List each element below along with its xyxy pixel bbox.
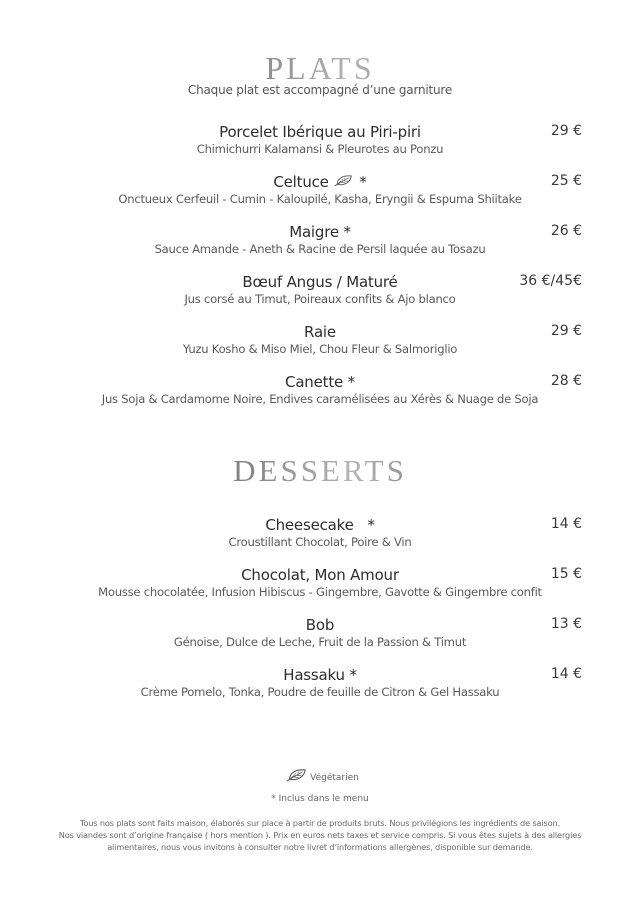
item-price: 13 € [550, 616, 582, 632]
item-price: 25 € [550, 173, 582, 189]
item-description: Crème Pomelo, Tonka, Poudre de feuille de Citron & Gel Hassaku [140, 685, 500, 699]
item-name: Bœuf Angus / Maturé [242, 273, 398, 291]
section-subtitle-plats: Chaque plat est accompagné d’une garniture [187, 83, 453, 97]
item-description: Mousse chocolatée, Infusion Hibiscus - Gingembre, Gavotte & Gingembre confit [98, 585, 542, 599]
item-description: Sauce Amande - Aneth & Racine de Persil laquée au Tosazu [154, 242, 486, 256]
section-title-plats: PLATS [0, 52, 640, 84]
included-asterisk: * [343, 223, 351, 241]
item-name: Canette [285, 373, 344, 391]
item-price: 28 € [550, 373, 582, 389]
item-price: 26 € [550, 223, 582, 239]
included-asterisk: * [359, 173, 367, 191]
item-price: 14 € [550, 666, 582, 682]
item-name: Hassaku [283, 666, 345, 684]
item-name: Porcelet Ibérique au Piri-piri [219, 123, 421, 141]
item-name: Chocolat, Mon Amour [241, 566, 399, 584]
included-asterisk: * [349, 666, 357, 684]
item-description: Génoise, Dulce de Leche, Fruit de la Passion & Timut [173, 635, 467, 649]
item-description: Jus Soja & Cardamome Noire, Endives caramélisées au Xérès & Nuage de Soja [101, 392, 539, 406]
included-asterisk: * [347, 373, 355, 391]
item-price: 36 €/45€ [519, 273, 582, 289]
footer-line: alimentaires, nous vous invitons à consulter notre livret d’informations allergènes, disponible sur demande. [107, 842, 533, 852]
leaf-icon [333, 174, 353, 188]
legend-included: * Inclus dans le menu [271, 794, 369, 804]
item-description: Onctueux Cerfeuil - Cumin - Kaloupilé, Kasha, Eryngii & Espuma Shiitake [118, 192, 522, 206]
item-name: Bob [305, 616, 335, 634]
item-description: Jus corsé au Timut, Poireaux confits & Ajo blanco [184, 292, 456, 306]
item-price: 14 € [550, 516, 582, 532]
footer-notice [0, 817, 640, 853]
section-title-desserts: DESSERTS [0, 455, 640, 486]
leaf-icon [285, 768, 307, 783]
footer-line: Nos viandes sont d’origine française ( hors mention ). Prix en euros nets taxes et service compris. Si vous êtes sujets à des allergies [58, 830, 582, 840]
item-description: Yuzu Kosho & Miso Miel, Chou Fleur & Salmoriglio [182, 342, 458, 356]
included-asterisk: * [367, 516, 375, 534]
item-name: Maigre [289, 223, 339, 241]
item-description: Chimichurri Kalamansi & Pleurotes au Ponzu [196, 142, 444, 156]
item-name: Cheesecake [265, 516, 354, 534]
legend-vegetarian-label: Végétarien [310, 773, 359, 783]
footer-line: Tous nos plats sont faits maison, élaborés sur place à partir de produits bruts. Nous privilégions les ingrédients de saison. [79, 818, 561, 828]
item-price: 29 € [550, 323, 582, 339]
item-description: Croustillant Chocolat, Poire & Vin [228, 535, 412, 549]
item-name: Raie [304, 323, 336, 341]
item-price: 15 € [550, 566, 582, 582]
item-name: Celtuce [273, 173, 329, 191]
item-price: 29 € [550, 123, 582, 139]
legend-vegetarian [0, 768, 640, 783]
